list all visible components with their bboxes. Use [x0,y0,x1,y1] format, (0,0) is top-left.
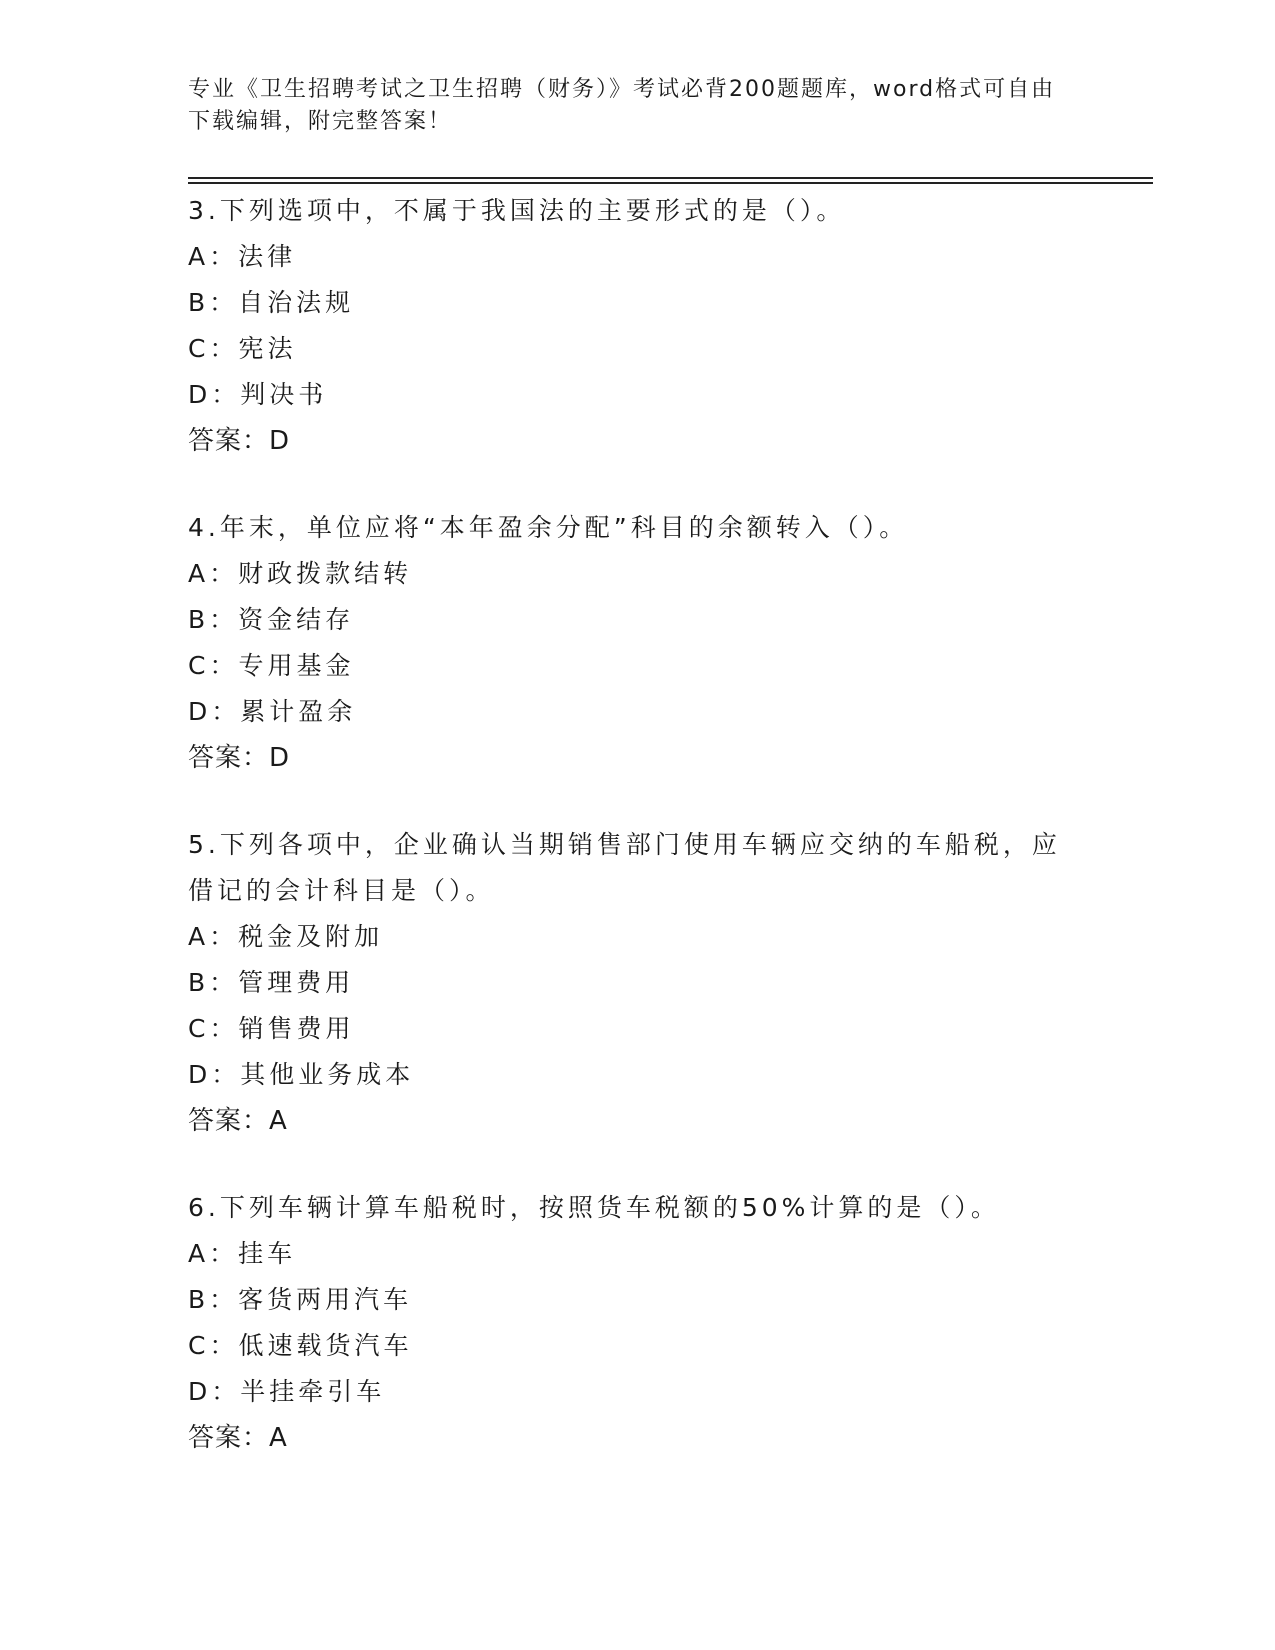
document-intro: 专业《卫生招聘考试之卫生招聘（财务）》考试必背200题题库，word格式可自由下载编辑，附完整答案！ [188,77,1056,134]
header-divider-bottom [188,182,1153,184]
question-6 [188,1185,1068,1461]
answer: 答案：A [188,1423,288,1453]
question-4 [188,505,1068,781]
question-stem: 3.下列选项中，不属于我国法的主要形式的是（）。 [188,196,846,225]
option-c: C：宪法 [188,334,297,363]
question-3 [188,188,1068,464]
question-stem: 4.年末，单位应将“本年盈余分配”科目的余额转入（）。 [188,513,909,542]
option-a: A：财政拨款结转 [188,559,413,588]
question-stem: 6.下列车辆计算车船税时，按照货车税额的50%计算的是（）。 [188,1193,1000,1222]
option-d: D：累计盈余 [188,697,357,726]
option-c: C：专用基金 [188,651,355,680]
option-b: B：管理费用 [188,968,355,997]
option-b: B：资金结存 [188,605,355,634]
answer: 答案：D [188,426,291,456]
option-a: A：法律 [188,242,297,271]
option-c: C：销售费用 [188,1014,355,1043]
header-divider-top [188,177,1153,179]
option-b: B：自治法规 [188,288,355,317]
option-a: A：税金及附加 [188,922,384,951]
option-a: A：挂车 [188,1239,297,1268]
option-d: D：判决书 [188,380,328,409]
answer: 答案：D [188,743,291,773]
option-d: D：半挂牵引车 [188,1377,386,1406]
option-c: C：低速载货汽车 [188,1331,413,1360]
answer: 答案：A [188,1106,288,1136]
question-stem: 5.下列各项中，企业确认当期销售部门使用车辆应交纳的车船税，应借记的会计科目是（）。 [188,830,1061,905]
question-5 [188,822,1068,1144]
option-b: B：客货两用汽车 [188,1285,413,1314]
option-d: D：其他业务成本 [188,1060,415,1089]
